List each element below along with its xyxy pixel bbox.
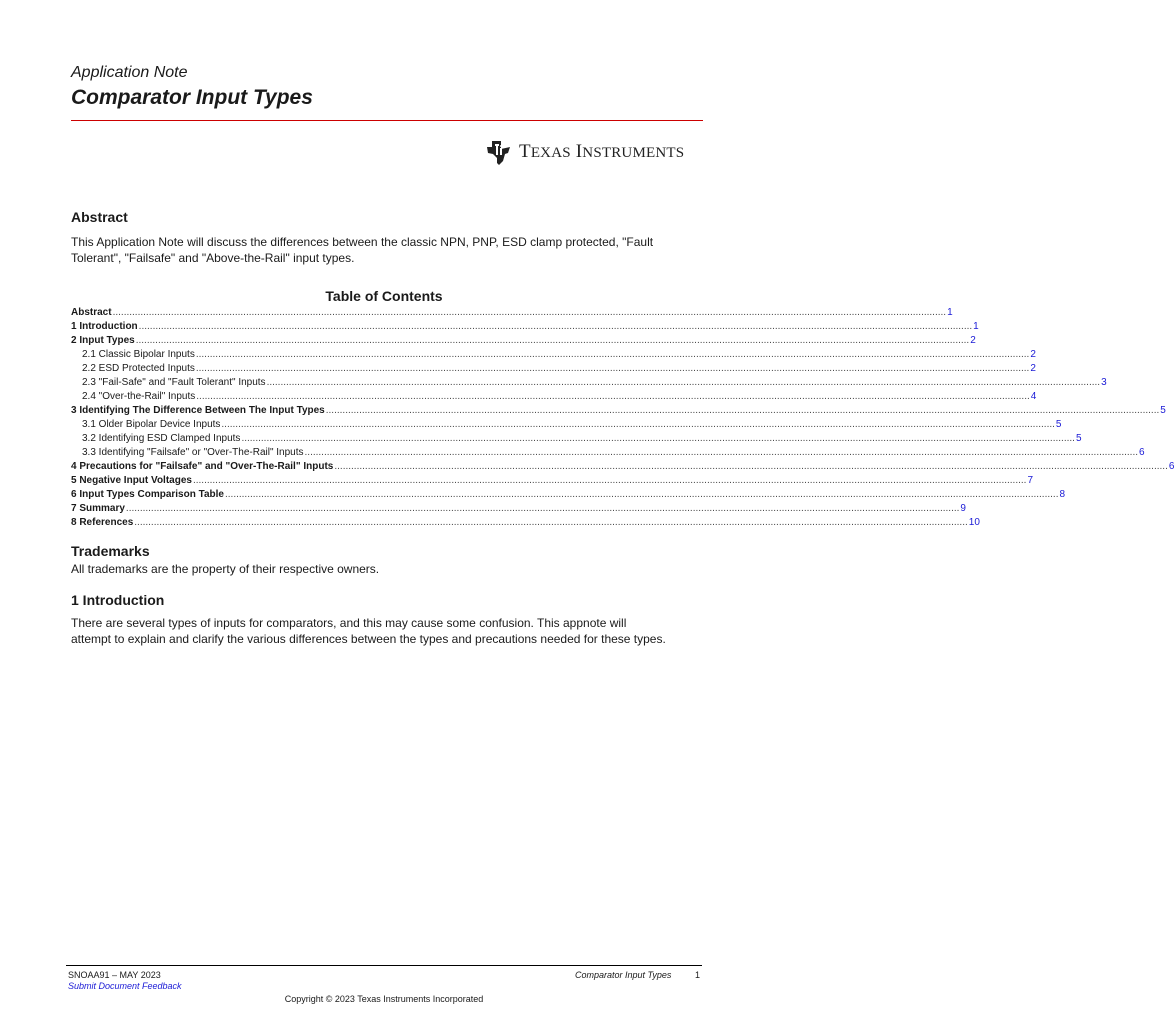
toc-entry-page[interactable]: 4	[1030, 391, 1037, 402]
toc-leader-dots: ............................................................................................................................................................................................................................................................................................................	[134, 517, 968, 528]
toc-leader-dots: ............................................................................................................................................................................................................................................................................................................	[241, 433, 1075, 444]
toc-entry-page[interactable]: 2	[1030, 363, 1036, 374]
toc-entry[interactable]	[71, 516, 980, 530]
toc-entry[interactable]	[71, 362, 1036, 376]
toc-entry-label: 8 References	[71, 517, 134, 528]
toc-entry-label: 3.1 Older Bipolar Device Inputs	[82, 419, 221, 430]
page-number: 1	[695, 970, 701, 980]
toc-leader-dots: ............................................................................................................................................................................................................................................................................................................	[196, 391, 1030, 402]
toc-entry[interactable]	[71, 460, 1174, 474]
toc-entry-label: 3.2 Identifying ESD Clamped Inputs	[82, 433, 241, 444]
toc-entry-label: 1 Introduction	[71, 321, 138, 332]
logo-wordmark: TEXAS INSTRUMENTS	[519, 141, 685, 162]
toc-entry-page[interactable]: 5	[1075, 433, 1082, 444]
toc-entry-label: 4 Precautions for "Failsafe" and "Over-The-Rail" Inputs	[71, 461, 334, 472]
toc-entry-page[interactable]: 6	[1139, 447, 1145, 458]
toc-entry-page[interactable]: 5	[1055, 419, 1062, 430]
toc-entry-page[interactable]: 3	[1101, 377, 1107, 388]
document-title: Comparator Input Types	[71, 86, 313, 109]
introduction-text	[71, 615, 703, 647]
toc-entry[interactable]	[71, 334, 976, 348]
trademarks-text: All trademarks are the property of their respective owners.	[71, 562, 380, 576]
copyright: Copyright © 2023 Texas Instruments Incorporated	[284, 994, 484, 1004]
toc-leader-dots: ............................................................................................................................................................................................................................................................................................................	[195, 349, 1030, 360]
abstract-line: This Application Note will discuss the differences between the classic NPN, PNP, ESD clamp protected, "Fault	[71, 235, 654, 249]
toc-entry-label: Abstract	[71, 307, 112, 318]
toc-leader-dots: ............................................................................................................................................................................................................................................................................................................	[138, 321, 973, 332]
abstract-heading: Abstract	[71, 209, 128, 225]
toc-entry[interactable]	[71, 502, 966, 516]
toc-entry-page[interactable]: 6	[1168, 461, 1174, 472]
toc-entry-page[interactable]: 1	[947, 307, 953, 318]
company-logo	[484, 136, 684, 168]
toc-entry[interactable]	[71, 320, 979, 334]
abstract-text	[71, 234, 703, 266]
toc-entry-label: 2.4 "Over-the-Rail" Inputs	[82, 391, 196, 402]
ti-state-icon	[484, 137, 514, 167]
toc-leader-dots: ............................................................................................................................................................................................................................................................................................................	[221, 419, 1055, 430]
toc-entry-page[interactable]: 8	[1059, 489, 1066, 500]
toc-entry-label: 2 Input Types	[71, 335, 135, 346]
toc-entry-label: 2.3 "Fail-Safe" and "Fault Tolerant" Inputs	[82, 377, 266, 388]
introduction-line: attempt to explain and clarify the various differences between the types and precautions needed for these types.	[71, 632, 666, 646]
table-of-contents	[71, 306, 1174, 530]
toc-entry-page[interactable]: 2	[1030, 349, 1036, 360]
toc-leader-dots: ............................................................................................................................................................................................................................................................................................................	[325, 405, 1160, 416]
toc-entry-label: 7 Summary	[71, 503, 125, 514]
toc-leader-dots: ............................................................................................................................................................................................................................................................................................................	[195, 363, 1030, 374]
toc-entry-page[interactable]: 7	[1027, 475, 1034, 486]
toc-entry[interactable]	[71, 306, 953, 320]
toc-entry[interactable]	[71, 488, 1066, 502]
toc-entry[interactable]	[71, 390, 1037, 404]
toc-leader-dots: ............................................................................................................................................................................................................................................................................................................	[224, 489, 1059, 500]
toc-leader-dots: ............................................................................................................................................................................................................................................................................................................	[112, 307, 947, 318]
toc-entry-page[interactable]: 2	[970, 335, 976, 346]
toc-entry[interactable]	[71, 446, 1145, 460]
footer-divider	[66, 965, 702, 966]
toc-entry-page[interactable]: 10	[968, 517, 980, 528]
toc-entry-page[interactable]: 5	[1160, 405, 1166, 416]
toc-leader-dots: ............................................................................................................................................................................................................................................................................................................	[135, 335, 970, 346]
toc-leader-dots: ............................................................................................................................................................................................................................................................................................................	[334, 461, 1168, 472]
toc-leader-dots: ............................................................................................................................................................................................................................................................................................................	[125, 503, 960, 514]
document-type: Application Note	[71, 64, 188, 81]
toc-entry-label: 6 Input Types Comparison Table	[71, 489, 224, 500]
toc-entry[interactable]	[71, 474, 1034, 488]
toc-entry[interactable]	[71, 418, 1062, 432]
trademarks-heading: Trademarks	[71, 543, 150, 559]
toc-entry-page[interactable]: 1	[973, 321, 979, 332]
toc-leader-dots: ............................................................................................................................................................................................................................................................................................................	[304, 447, 1139, 458]
submit-feedback-link[interactable]: Submit Document Feedback	[68, 981, 182, 991]
toc-entry-label: 2.2 ESD Protected Inputs	[82, 363, 195, 374]
toc-leader-dots: ............................................................................................................................................................................................................................................................................................................	[266, 377, 1101, 388]
introduction-line: There are several types of inputs for comparators, and this may cause some confusion. This appnote will	[71, 616, 627, 630]
toc-entry-label: 5 Negative Input Voltages	[71, 475, 192, 486]
toc-entry-label: 3 Identifying The Difference Between The Input Types	[71, 405, 325, 416]
abstract-line: Tolerant", "Failsafe" and "Above-the-Rail" input types.	[71, 251, 355, 265]
title-divider	[71, 120, 703, 121]
document-id: SNOAA91 – MAY 2023	[68, 970, 161, 980]
toc-leader-dots: ............................................................................................................................................................................................................................................................................................................	[192, 475, 1027, 486]
toc-entry[interactable]	[71, 432, 1082, 446]
footer-title: Comparator Input Types	[575, 970, 672, 980]
toc-entry[interactable]	[71, 348, 1036, 362]
toc-entry-label: 2.1 Classic Bipolar Inputs	[82, 349, 195, 360]
toc-entry-label: 3.3 Identifying "Failsafe" or "Over-The-Rail" Inputs	[82, 447, 304, 458]
toc-title: Table of Contents	[325, 288, 443, 304]
toc-entry-page[interactable]: 9	[960, 503, 966, 514]
toc-entry[interactable]	[71, 404, 1166, 418]
toc-entry[interactable]	[71, 376, 1107, 390]
introduction-heading: 1 Introduction	[71, 592, 165, 608]
